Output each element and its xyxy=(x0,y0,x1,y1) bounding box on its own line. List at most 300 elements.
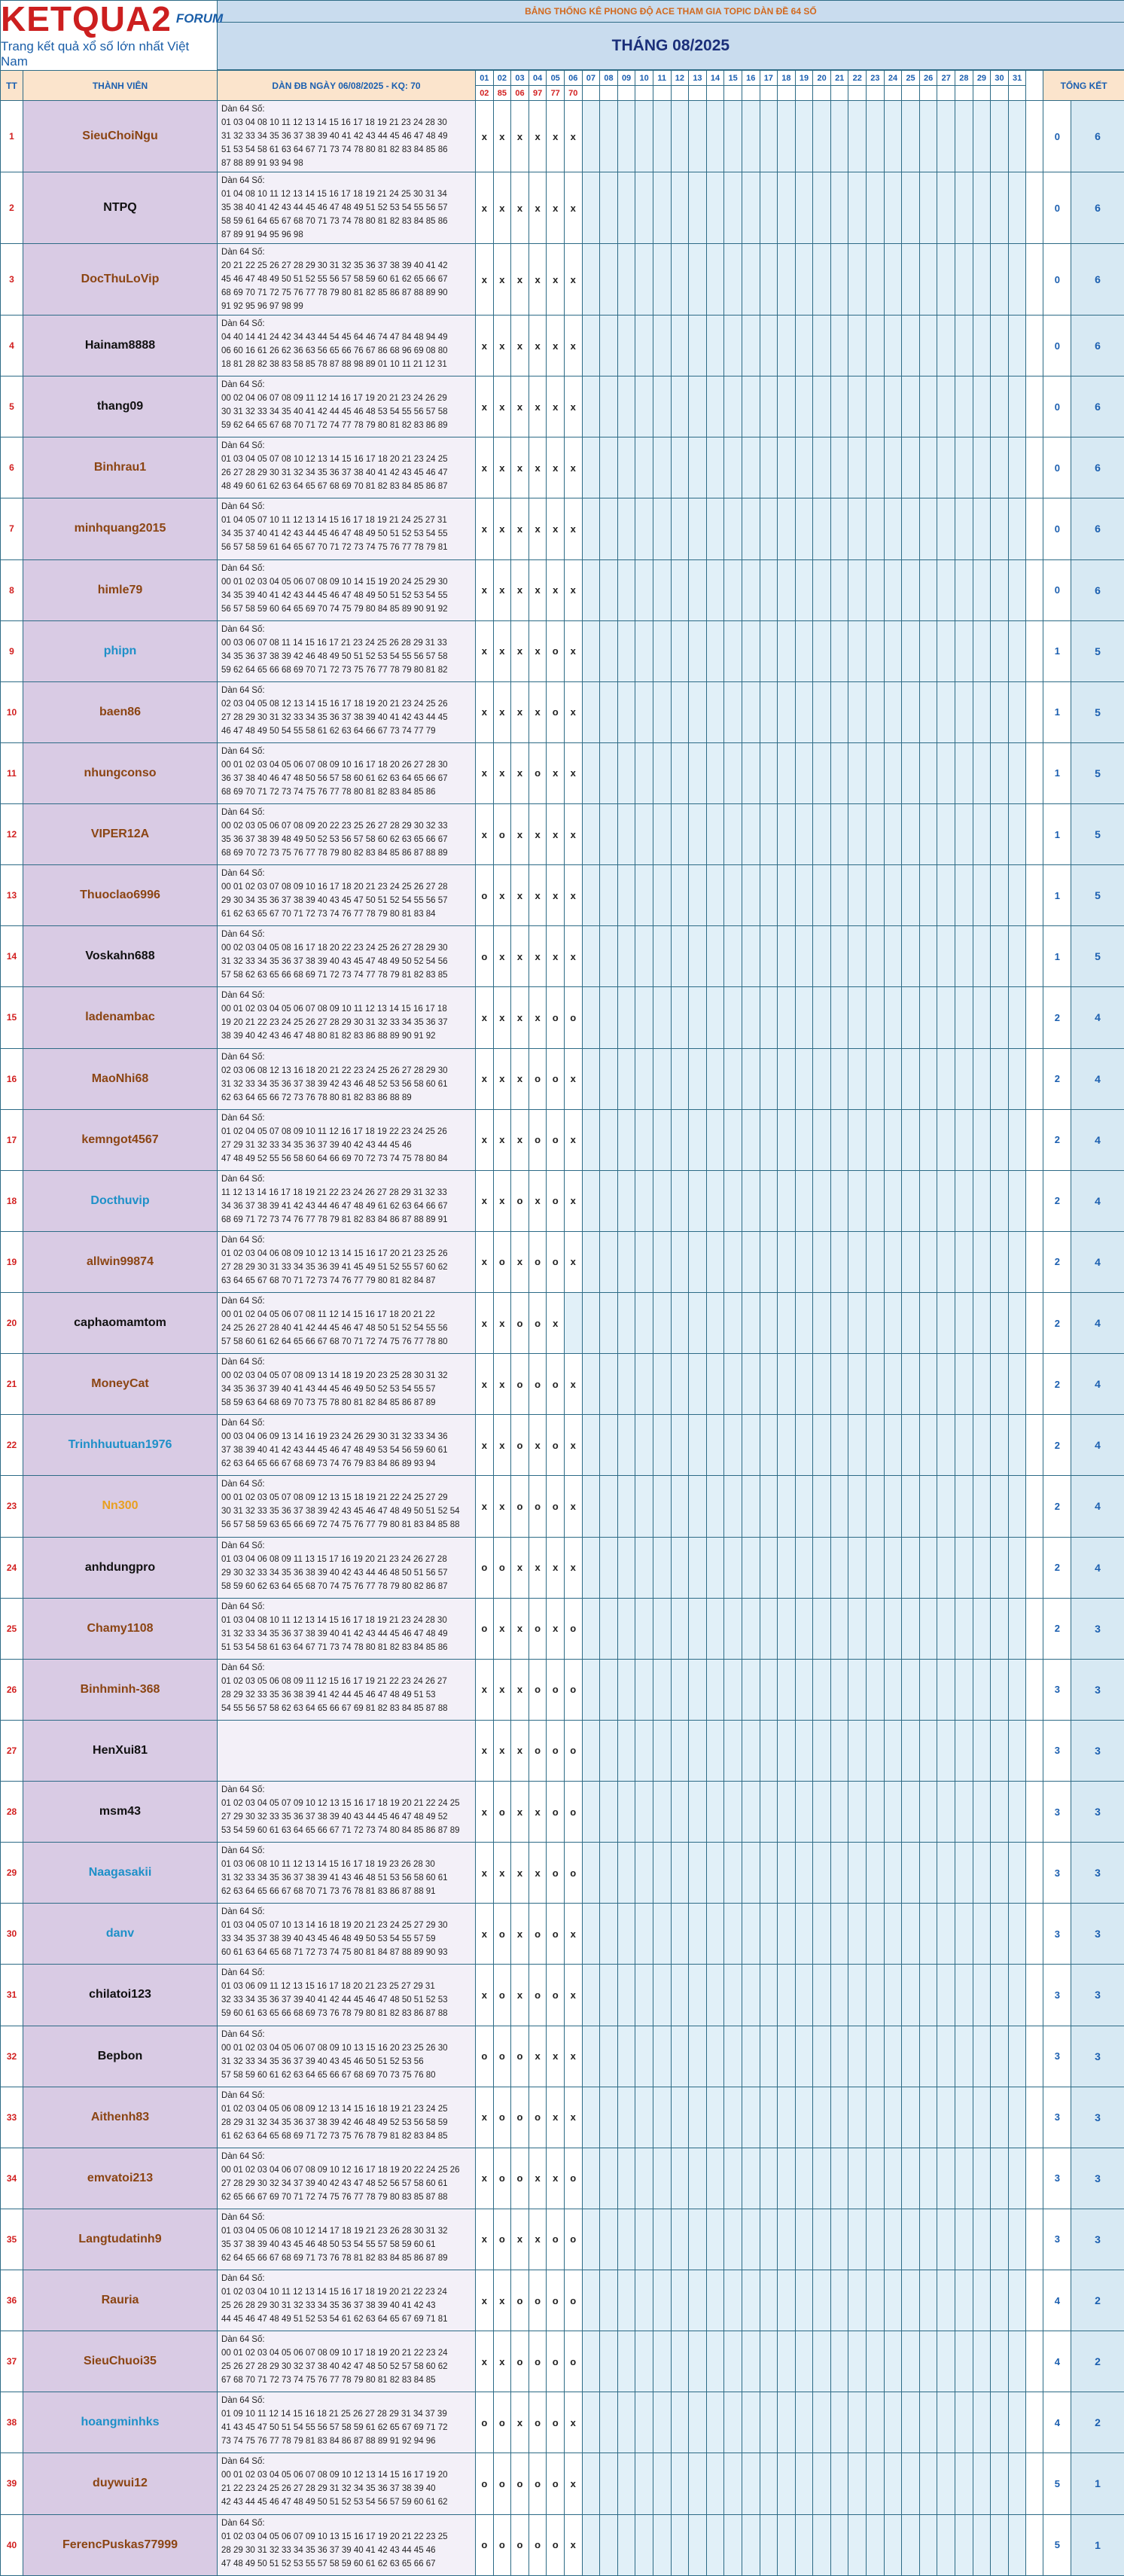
dan-line: 47 48 49 52 55 56 58 60 64 66 69 70 72 73 74 75 78 80 84 xyxy=(221,1152,471,1166)
empty-day-cell xyxy=(582,2453,600,2514)
mark-cell: o xyxy=(528,2087,547,2148)
empty-day-cell xyxy=(706,2087,724,2148)
mark-cell: o xyxy=(511,2026,529,2087)
mark-cell: o xyxy=(476,1598,494,1659)
member-name[interactable]: VIPER12A xyxy=(23,804,218,865)
total-score: 5 xyxy=(1071,804,1124,865)
mark-cell: x xyxy=(511,437,529,498)
empty-day-cell xyxy=(706,2026,724,2087)
empty-day-cell xyxy=(973,1048,991,1109)
empty-day-cell xyxy=(867,1415,885,1476)
empty-day-cell xyxy=(724,1293,742,1354)
empty-day-cell xyxy=(582,2026,600,2087)
member-name[interactable]: duywui12 xyxy=(23,2453,218,2514)
empty-day-cell xyxy=(689,376,707,437)
empty-day-cell xyxy=(1008,681,1026,742)
mark-cell: x xyxy=(528,804,547,865)
empty-day-cell xyxy=(919,2026,937,2087)
empty-day-cell xyxy=(937,1720,955,1781)
empty-day-cell xyxy=(848,1048,867,1109)
empty-day-cell xyxy=(778,2148,796,2209)
dan-line: Dàn 64 Số: xyxy=(221,1477,471,1491)
mark-cell: x xyxy=(547,926,565,987)
member-name[interactable]: kemngot4567 xyxy=(23,1109,218,1170)
empty-day-cell xyxy=(830,101,848,172)
row-number: 20 xyxy=(1,1293,23,1354)
empty-day-cell xyxy=(830,1965,848,2026)
member-row xyxy=(1,1720,1124,1781)
row-spacer xyxy=(1026,1231,1043,1292)
dan-line: 01 02 04 05 07 08 09 10 11 12 16 17 18 19 22 23 24 25 26 xyxy=(221,1125,471,1139)
mark-cell: o xyxy=(564,1659,582,1720)
empty-day-cell xyxy=(724,2453,742,2514)
empty-day-cell xyxy=(795,987,813,1048)
member-row xyxy=(1,865,1124,926)
empty-day-cell xyxy=(902,1231,920,1292)
member-name[interactable]: MoneyCat xyxy=(23,1354,218,1415)
row-spacer xyxy=(1026,2026,1043,2087)
member-name[interactable]: phipn xyxy=(23,620,218,681)
mark-cell: x xyxy=(564,926,582,987)
empty-day-cell xyxy=(671,2148,689,2209)
empty-day-cell xyxy=(706,1354,724,1415)
empty-day-cell xyxy=(973,1170,991,1231)
empty-day-cell xyxy=(600,559,618,620)
day-header-11: 11 xyxy=(653,71,671,86)
mark-cell: o xyxy=(547,1109,565,1170)
member-name[interactable]: SieuChoiNgu xyxy=(23,101,218,172)
empty-day-cell xyxy=(653,1415,671,1476)
empty-day-cell xyxy=(919,376,937,437)
empty-day-cell xyxy=(937,1048,955,1109)
member-name[interactable]: anhdungpro xyxy=(23,1537,218,1598)
member-name[interactable]: MaoNhi68 xyxy=(23,1048,218,1109)
day-header-19: 19 xyxy=(795,71,813,86)
empty-day-cell xyxy=(582,2392,600,2453)
empty-day-cell xyxy=(742,1537,760,1598)
member-name[interactable]: thang09 xyxy=(23,376,218,437)
empty-day-cell xyxy=(848,1782,867,1843)
empty-day-cell xyxy=(617,1965,635,2026)
empty-day-cell xyxy=(795,437,813,498)
empty-day-cell xyxy=(635,1048,653,1109)
total-score: 5 xyxy=(1071,620,1124,681)
empty-day-cell xyxy=(760,316,778,376)
empty-day-cell xyxy=(830,1170,848,1231)
empty-day-cell xyxy=(600,376,618,437)
dan-line: 01 03 06 08 10 11 12 13 14 15 16 17 18 19 23 26 28 30 xyxy=(221,1858,471,1871)
empty-day-cell xyxy=(742,2392,760,2453)
empty-day-cell xyxy=(760,2453,778,2514)
dan-line: 01 02 03 04 05 06 07 09 10 13 15 16 17 19 20 21 22 23 25 xyxy=(221,2530,471,2544)
empty-day-cell xyxy=(991,559,1009,620)
empty-day-cell xyxy=(991,2331,1009,2392)
mark-cell: x xyxy=(564,437,582,498)
empty-day-cell xyxy=(991,1904,1009,1965)
empty-day-cell xyxy=(813,2026,831,2087)
total-score: 5 xyxy=(1071,865,1124,926)
empty-day-cell xyxy=(813,620,831,681)
dan-line: 00 01 02 03 07 08 09 10 16 17 18 20 21 23 24 25 26 27 28 xyxy=(221,880,471,894)
member-name[interactable]: NTPQ xyxy=(23,172,218,244)
dan-numbers xyxy=(218,2453,476,2514)
member-name[interactable]: himle79 xyxy=(23,559,218,620)
member-row xyxy=(1,1904,1124,1965)
mark-cell: x xyxy=(564,2392,582,2453)
empty-day-cell xyxy=(955,620,973,681)
empty-day-cell xyxy=(582,1537,600,1598)
empty-day-cell xyxy=(955,1476,973,1537)
empty-day-cell xyxy=(955,2209,973,2270)
dan-numbers xyxy=(218,742,476,803)
dan-line: 00 01 02 03 05 07 08 09 12 13 15 18 19 21 22 24 25 27 29 xyxy=(221,1491,471,1504)
empty-day-cell xyxy=(902,1843,920,1904)
empty-day-cell xyxy=(991,1354,1009,1415)
row-spacer xyxy=(1026,1965,1043,2026)
empty-day-cell xyxy=(991,620,1009,681)
empty-day-cell xyxy=(902,1904,920,1965)
empty-day-cell xyxy=(991,1782,1009,1843)
empty-day-cell xyxy=(830,1537,848,1598)
miss-count: 0 xyxy=(1043,244,1071,316)
mark-cell: x xyxy=(547,1598,565,1659)
empty-day-cell xyxy=(902,559,920,620)
row-spacer xyxy=(1026,437,1043,498)
empty-day-cell xyxy=(760,2148,778,2209)
member-name[interactable]: FerencPuskas77999 xyxy=(23,2514,218,2575)
empty-day-cell xyxy=(867,437,885,498)
member-name[interactable]: Bepbon xyxy=(23,2026,218,2087)
dan-line: Dàn 64 Số: xyxy=(221,623,471,636)
member-row xyxy=(1,804,1124,865)
mark-cell: x xyxy=(528,101,547,172)
empty-day-cell xyxy=(760,2026,778,2087)
mark-cell: o xyxy=(476,865,494,926)
empty-day-cell xyxy=(706,1415,724,1476)
empty-day-cell xyxy=(973,2453,991,2514)
result-cell: 97 xyxy=(528,86,547,101)
member-name[interactable]: nhungconso xyxy=(23,742,218,803)
empty-day-cell xyxy=(830,1476,848,1537)
day-header-06: 06 xyxy=(564,71,582,86)
member-name[interactable]: Binhrau1 xyxy=(23,437,218,498)
dan-line: 38 39 40 42 43 46 47 48 80 81 82 83 86 88 89 90 91 92 xyxy=(221,1029,471,1043)
dan-line: 68 69 70 72 73 75 76 77 78 79 80 82 83 84 85 86 87 88 89 xyxy=(221,846,471,860)
mark-cell: o xyxy=(493,1782,511,1843)
dan-numbers xyxy=(218,1170,476,1231)
empty-day-cell xyxy=(600,2087,618,2148)
empty-day-cell xyxy=(795,1415,813,1476)
row-number: 22 xyxy=(1,1415,23,1476)
day-header-29: 29 xyxy=(973,71,991,86)
empty-day-cell xyxy=(867,2453,885,2514)
empty-day-cell xyxy=(689,1048,707,1109)
mark-cell: x xyxy=(476,2209,494,2270)
empty-day-cell xyxy=(813,742,831,803)
empty-day-cell xyxy=(760,1476,778,1537)
empty-day-cell xyxy=(937,1965,955,2026)
mark-cell: x xyxy=(564,559,582,620)
dan-line: 41 43 45 47 50 51 54 55 56 57 58 59 61 62 65 67 69 71 72 xyxy=(221,2421,471,2434)
empty-day-cell xyxy=(600,2270,618,2331)
empty-day-cell xyxy=(778,2026,796,2087)
empty-day-cell xyxy=(653,620,671,681)
member-name[interactable]: Langtudatinh9 xyxy=(23,2209,218,2270)
empty-day-cell xyxy=(724,804,742,865)
empty-day-cell xyxy=(617,2087,635,2148)
empty-day-cell xyxy=(653,101,671,172)
empty-day-cell xyxy=(706,865,724,926)
empty-day-cell xyxy=(902,437,920,498)
empty-day-cell xyxy=(848,1904,867,1965)
row-number: 21 xyxy=(1,1354,23,1415)
empty-day-cell xyxy=(742,316,760,376)
empty-day-cell xyxy=(867,1782,885,1843)
day-header-20: 20 xyxy=(813,71,831,86)
empty-day-cell xyxy=(973,559,991,620)
empty-day-cell xyxy=(706,2270,724,2331)
empty-day-cell xyxy=(1008,2148,1026,2209)
member-name[interactable]: Binhminh-368 xyxy=(23,1659,218,1720)
empty-day-cell xyxy=(617,498,635,559)
member-name[interactable]: Docthuvip xyxy=(23,1170,218,1231)
empty-day-cell xyxy=(830,2392,848,2453)
mark-cell: x xyxy=(476,1476,494,1537)
row-spacer xyxy=(1026,1354,1043,1415)
empty-day-cell xyxy=(778,2514,796,2575)
empty-day-cell xyxy=(919,2087,937,2148)
empty-day-cell xyxy=(919,1109,937,1170)
dan-line: 01 02 03 04 06 08 09 10 12 13 14 15 16 17 20 21 23 25 26 xyxy=(221,1247,471,1261)
empty-day-cell xyxy=(653,2087,671,2148)
empty-day-cell xyxy=(653,1965,671,2026)
dan-line: Dàn 64 Số: xyxy=(221,2455,471,2468)
empty-day-cell xyxy=(902,2392,920,2453)
mark-cell: x xyxy=(476,1048,494,1109)
mark-cell: o xyxy=(493,804,511,865)
empty-day-cell xyxy=(991,2026,1009,2087)
dan-line: 01 04 08 10 11 12 13 14 15 16 17 18 19 21 24 25 30 31 34 xyxy=(221,187,471,201)
row-spacer xyxy=(1026,1659,1043,1720)
empty-day-cell xyxy=(706,559,724,620)
empty-day-cell xyxy=(813,2392,831,2453)
empty-day-cell xyxy=(830,804,848,865)
empty-day-cell xyxy=(671,2209,689,2270)
member-name[interactable]: emvatoi213 xyxy=(23,2148,218,2209)
member-name[interactable]: caphaomamtom xyxy=(23,1293,218,1354)
empty-day-cell xyxy=(795,1659,813,1720)
member-name[interactable]: Thuoclao6996 xyxy=(23,865,218,926)
empty-day-cell xyxy=(653,1293,671,1354)
empty-day-cell xyxy=(1008,742,1026,803)
empty-day-cell xyxy=(778,2392,796,2453)
row-spacer xyxy=(1026,1476,1043,1537)
empty-day-cell xyxy=(902,1965,920,2026)
mark-cell: x xyxy=(493,987,511,1048)
empty-day-cell xyxy=(991,804,1009,865)
empty-day-cell xyxy=(742,559,760,620)
mark-cell: o xyxy=(547,2331,565,2392)
result-cell xyxy=(724,86,742,101)
empty-day-cell xyxy=(778,1109,796,1170)
dan-line: 57 58 59 60 61 62 63 64 65 66 67 68 69 70 73 75 76 80 xyxy=(221,2068,471,2082)
member-name[interactable]: Voskahn688 xyxy=(23,926,218,987)
member-name[interactable]: ladenambac xyxy=(23,987,218,1048)
row-number: 36 xyxy=(1,2270,23,2331)
miss-count: 1 xyxy=(1043,865,1071,926)
mark-cell: x xyxy=(528,1782,547,1843)
mark-cell: x xyxy=(564,1231,582,1292)
empty-day-cell xyxy=(902,1293,920,1354)
empty-day-cell xyxy=(653,1354,671,1415)
empty-day-cell xyxy=(991,2453,1009,2514)
member-name[interactable]: SieuChuoi35 xyxy=(23,2331,218,2392)
dan-line: 01 02 03 04 05 06 08 09 12 13 14 15 16 18 19 21 23 24 25 xyxy=(221,2102,471,2116)
mark-cell: x xyxy=(511,681,529,742)
empty-day-cell xyxy=(991,172,1009,244)
empty-day-cell xyxy=(671,804,689,865)
total-score: 3 xyxy=(1071,1904,1124,1965)
empty-day-cell xyxy=(600,1720,618,1781)
empty-day-cell xyxy=(937,1476,955,1537)
mark-cell: x xyxy=(511,1048,529,1109)
member-name[interactable]: Aithenh83 xyxy=(23,2087,218,2148)
mark-cell: x xyxy=(564,1415,582,1476)
empty-day-cell xyxy=(617,376,635,437)
empty-day-cell xyxy=(884,1170,902,1231)
empty-day-cell xyxy=(617,1476,635,1537)
empty-day-cell xyxy=(902,2087,920,2148)
empty-day-cell xyxy=(1008,559,1026,620)
mark-cell: x xyxy=(476,1231,494,1292)
empty-day-cell xyxy=(778,1843,796,1904)
empty-day-cell xyxy=(795,1109,813,1170)
empty-day-cell xyxy=(706,498,724,559)
member-name[interactable]: HenXui81 xyxy=(23,1720,218,1781)
dan-numbers xyxy=(218,559,476,620)
member-row xyxy=(1,1354,1124,1415)
member-row xyxy=(1,2026,1124,2087)
empty-day-cell xyxy=(1008,1476,1026,1537)
member-name[interactable]: DocThuLoVip xyxy=(23,244,218,316)
row-number: 30 xyxy=(1,1904,23,1965)
row-number: 28 xyxy=(1,1782,23,1843)
empty-day-cell xyxy=(778,1048,796,1109)
row-number: 7 xyxy=(1,498,23,559)
empty-day-cell xyxy=(867,2331,885,2392)
empty-day-cell xyxy=(902,681,920,742)
dan-numbers xyxy=(218,681,476,742)
mark-cell: x xyxy=(511,1965,529,2026)
mark-cell: x xyxy=(511,1843,529,1904)
empty-day-cell xyxy=(653,987,671,1048)
mark-cell: o xyxy=(547,2392,565,2453)
empty-day-cell xyxy=(671,1659,689,1720)
empty-day-cell xyxy=(653,2514,671,2575)
empty-day-cell xyxy=(813,498,831,559)
result-cell xyxy=(955,86,973,101)
row-spacer xyxy=(1026,865,1043,926)
mark-cell: x xyxy=(476,2087,494,2148)
empty-day-cell xyxy=(760,681,778,742)
member-name[interactable]: allwin99874 xyxy=(23,1231,218,1292)
empty-day-cell xyxy=(937,1659,955,1720)
empty-day-cell xyxy=(991,376,1009,437)
row-number: 19 xyxy=(1,1231,23,1292)
row-spacer xyxy=(1026,2270,1043,2331)
empty-day-cell xyxy=(742,1965,760,2026)
dan-line: Dàn 64 Số: xyxy=(221,2150,471,2163)
mark-cell: x xyxy=(511,1904,529,1965)
empty-day-cell xyxy=(671,865,689,926)
empty-day-cell xyxy=(724,1415,742,1476)
row-number: 40 xyxy=(1,2514,23,2575)
mark-cell: x xyxy=(476,1965,494,2026)
empty-day-cell xyxy=(884,172,902,244)
mark-cell: x xyxy=(493,498,511,559)
empty-day-cell xyxy=(724,865,742,926)
empty-day-cell xyxy=(813,2453,831,2514)
member-name[interactable]: Trinhhuutuan1976 xyxy=(23,1415,218,1476)
empty-day-cell xyxy=(671,1843,689,1904)
member-name[interactable]: Rauria xyxy=(23,2270,218,2331)
member-name[interactable]: Naagasakii xyxy=(23,1843,218,1904)
member-name[interactable]: Nn300 xyxy=(23,1476,218,1537)
mark-cell: o xyxy=(564,1598,582,1659)
dan-line: 27 28 29 30 32 34 37 39 40 42 43 47 48 52 56 57 58 60 61 xyxy=(221,2177,471,2190)
mark-cell: x xyxy=(476,1109,494,1170)
row-spacer xyxy=(1026,244,1043,316)
member-name[interactable]: chilatoi123 xyxy=(23,1965,218,2026)
empty-day-cell xyxy=(919,1843,937,1904)
dan-line: Dàn 64 Số: xyxy=(221,439,471,453)
empty-day-cell xyxy=(991,101,1009,172)
result-cell xyxy=(582,86,600,101)
empty-day-cell xyxy=(884,620,902,681)
empty-day-cell xyxy=(582,559,600,620)
empty-day-cell xyxy=(937,865,955,926)
member-name[interactable]: msm43 xyxy=(23,1782,218,1843)
empty-day-cell xyxy=(582,1354,600,1415)
empty-day-cell xyxy=(884,987,902,1048)
member-name[interactable]: baen86 xyxy=(23,681,218,742)
empty-day-cell xyxy=(617,620,635,681)
empty-day-cell xyxy=(973,101,991,172)
empty-day-cell xyxy=(689,1170,707,1231)
member-name[interactable]: minhquang2015 xyxy=(23,498,218,559)
result-cell xyxy=(813,86,831,101)
empty-day-cell xyxy=(600,1659,618,1720)
empty-day-cell xyxy=(867,1476,885,1537)
empty-day-cell xyxy=(902,1476,920,1537)
total-score: 6 xyxy=(1071,559,1124,620)
empty-day-cell xyxy=(582,926,600,987)
site-logo[interactable] xyxy=(1,2,217,36)
empty-day-cell xyxy=(724,172,742,244)
empty-day-cell xyxy=(760,1659,778,1720)
member-name[interactable]: Chamy1108 xyxy=(23,1598,218,1659)
dan-numbers xyxy=(218,2209,476,2270)
mark-cell: x xyxy=(528,865,547,926)
empty-day-cell xyxy=(689,2026,707,2087)
member-name[interactable]: danv xyxy=(23,1904,218,1965)
dan-line: 56 57 58 59 61 64 65 67 70 71 72 73 74 75 76 77 78 79 81 xyxy=(221,541,471,554)
empty-day-cell xyxy=(600,1904,618,1965)
member-row xyxy=(1,2087,1124,2148)
member-name[interactable]: hoangminhks xyxy=(23,2392,218,2453)
mark-cell: x xyxy=(476,1354,494,1415)
member-name[interactable]: Hainam8888 xyxy=(23,316,218,376)
